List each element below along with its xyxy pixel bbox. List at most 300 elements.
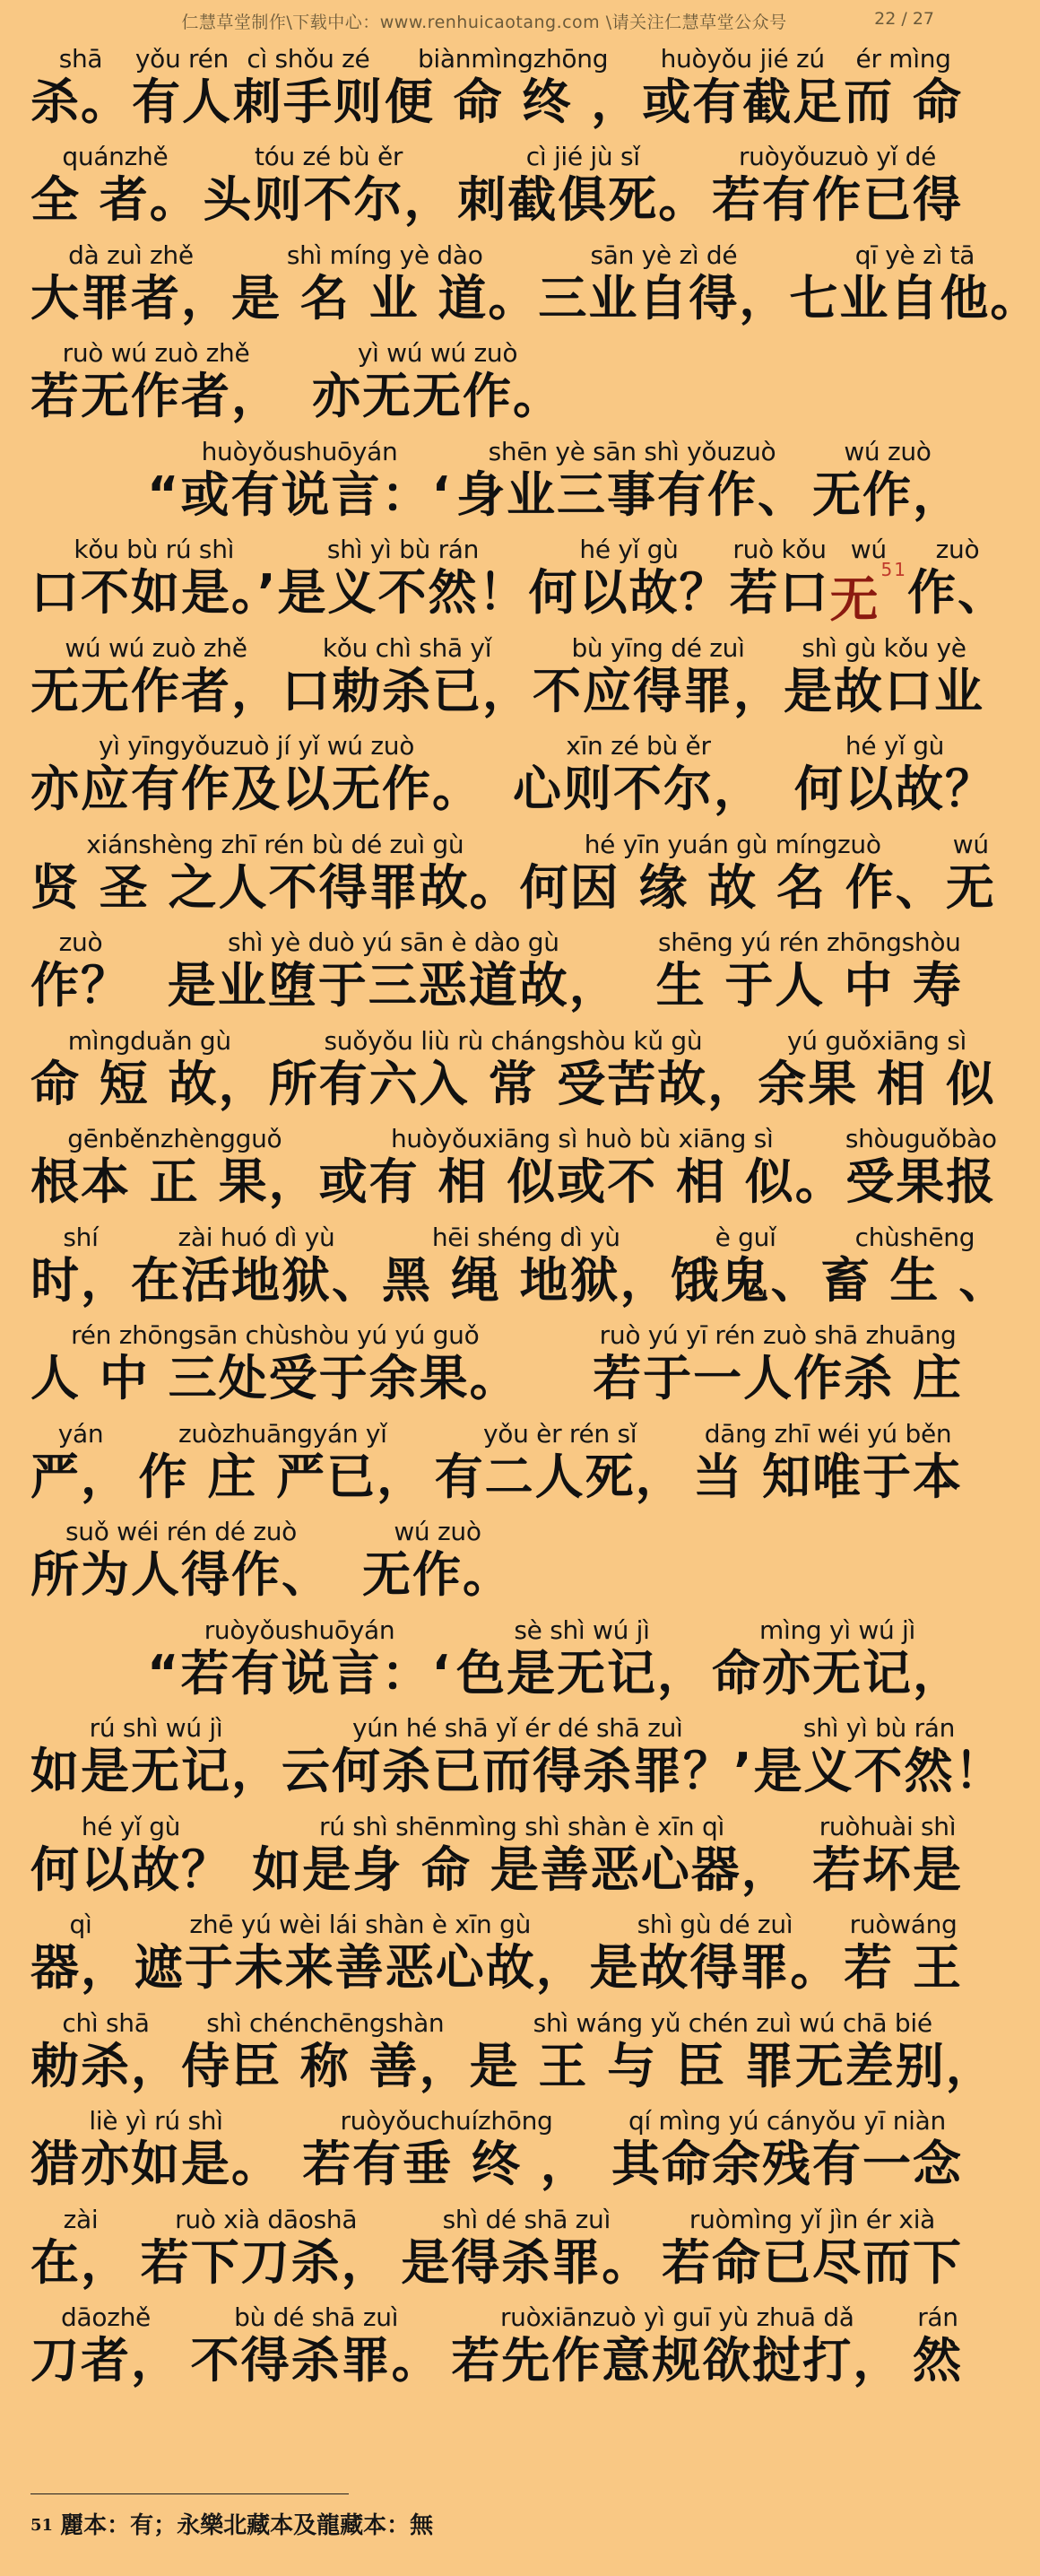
text-line <box>30 918 963 1017</box>
footnote-reference[interactable]: 51 <box>880 559 907 580</box>
chinese-chars: 大罪者， <box>30 269 231 326</box>
pinyin-annotation: ruòyǒushuōyán <box>204 1614 395 1645</box>
pinyin-annotation: shì yì bù rán <box>326 535 480 564</box>
text-line <box>30 427 963 526</box>
chinese-text <box>132 74 232 133</box>
pinyin-annotation: zuò <box>58 927 103 957</box>
ruby-segment <box>589 1910 840 1998</box>
chinese-text <box>312 368 563 427</box>
chinese-text <box>845 1153 996 1213</box>
text-line <box>30 133 963 231</box>
pinyin-annotation: rén zhōngsān chùshòu yú yú guǒ <box>71 1320 480 1350</box>
pinyin-annotation: yì wú wú zuò <box>357 338 518 368</box>
ruby-segment <box>312 339 563 427</box>
pinyin-annotation: zài huó dì yù <box>178 1222 335 1252</box>
pinyin-annotation: zuò <box>935 535 980 564</box>
pinyin-annotation: yǒu èr rén sǐ <box>483 1418 637 1449</box>
chinese-chars: 有二人死， <box>434 1448 686 1505</box>
chinese-text <box>252 1841 792 1901</box>
text-line <box>30 2293 963 2392</box>
ruby-segment <box>30 1518 332 1606</box>
chinese-chars: 若有作已得 <box>711 171 963 228</box>
text-line <box>30 1606 963 1704</box>
ruby-segment <box>913 2303 963 2391</box>
pinyin-annotation: ér mìng <box>855 43 951 74</box>
ruby-segment <box>278 535 529 623</box>
chinese-chars: 是业堕于三恶道故， <box>167 957 620 1014</box>
chinese-chars: 无作。 <box>362 1546 513 1603</box>
chinese-text <box>693 1449 963 1508</box>
chinese-text <box>30 74 131 133</box>
chinese-text <box>533 663 784 722</box>
ruby-segment <box>30 1813 231 1901</box>
chinese-chars: 贤 圣 之人不得罪故。 <box>30 858 520 916</box>
ruby-segment <box>147 1616 452 1704</box>
text-line <box>30 1508 963 1606</box>
chinese-text <box>278 564 529 623</box>
pinyin-annotation: ruòxiānzuò yì guī yù zhuā dǎ <box>499 2302 854 2332</box>
pinyin-annotation: kǒu chì shā yǐ <box>322 632 492 663</box>
chinese-text <box>134 1939 586 1998</box>
text-line <box>30 231 1040 329</box>
chinese-text <box>282 1743 754 1802</box>
chinese-text <box>302 2136 591 2195</box>
chinese-chars: “若有说言：‘ <box>147 1644 453 1701</box>
chinese-text <box>147 466 452 526</box>
chinese-text <box>231 270 538 329</box>
ruby-segment <box>529 535 730 623</box>
ruby-segment <box>693 1420 963 1508</box>
chinese-text <box>401 2234 652 2293</box>
ruby-segment <box>671 1223 821 1311</box>
pinyin-annotation: ruòmìng yǐ jìn ér xià <box>689 2204 936 2234</box>
pinyin-annotation: hé yīn yuán gù míngzuò <box>584 829 881 859</box>
text-line <box>30 623 984 722</box>
chinese-text <box>520 859 946 918</box>
chinese-text <box>30 368 282 427</box>
chinese-chars: 无作， <box>811 466 963 523</box>
pinyin-annotation: chùshēng <box>854 1222 975 1252</box>
chinese-text <box>30 270 231 329</box>
text-line <box>30 1311 963 1410</box>
chinese-text <box>30 1939 131 1998</box>
chinese-text <box>30 1350 520 1409</box>
chinese-text <box>642 74 843 133</box>
ruby-segment <box>30 45 131 133</box>
chinese-text <box>844 1939 963 1998</box>
chinese-text <box>385 74 641 133</box>
pinyin-annotation: bù dé shā zuì <box>234 2302 399 2332</box>
ruby-segment <box>451 2303 903 2391</box>
ruby-segment <box>656 928 963 1016</box>
pinyin-annotation: shì wáng yǔ chén zuì wú chā bié <box>533 2007 932 2038</box>
ruby-segment <box>134 1910 586 1998</box>
chinese-text <box>30 1546 332 1606</box>
ruby-segment <box>30 732 482 820</box>
chinese-chars: 若下刀杀， <box>140 2233 392 2291</box>
text-line <box>30 1115 997 1214</box>
pinyin-annotation: yǒu rén <box>134 43 230 74</box>
chinese-text <box>844 74 963 133</box>
chinese-chars: 饿鬼、 <box>670 1251 821 1309</box>
pinyin-annotation: zài <box>63 2204 99 2234</box>
pinyin-annotation: hé yǐ gù <box>845 731 945 761</box>
chinese-chars: 是义不然！ <box>753 1743 1005 1799</box>
chinese-text <box>456 466 808 526</box>
ruby-segment <box>611 2107 963 2195</box>
chinese-chars: 便 命 终 ， <box>384 73 642 130</box>
chinese-text <box>319 1153 845 1213</box>
chinese-chars: 杀。 <box>30 73 131 130</box>
chinese-text <box>671 1252 821 1311</box>
pinyin-annotation: kǒu bù rú shì <box>74 535 235 564</box>
pinyin-annotation: rú shì wú jì <box>89 1713 223 1743</box>
chinese-text <box>784 663 984 722</box>
page-number: 22 / 27 <box>874 9 934 29</box>
chinese-chars: 时， <box>30 1251 131 1309</box>
ruby-segment <box>131 1223 382 1311</box>
chinese-chars: 器， <box>30 1939 131 1996</box>
chinese-chars: 亦无无作。 <box>312 368 563 424</box>
chinese-text <box>513 761 764 820</box>
chinese-text <box>758 1056 996 1115</box>
chinese-text <box>269 1056 758 1115</box>
ruby-segment <box>204 143 455 231</box>
ruby-segment <box>435 1420 686 1508</box>
ruby-segment <box>456 438 808 526</box>
ruby-segment <box>662 2206 963 2293</box>
chinese-text <box>30 1056 269 1115</box>
pinyin-annotation: wú <box>952 829 989 859</box>
scripture-text <box>30 34 1040 2391</box>
chinese-chars: 若口 <box>729 564 830 621</box>
chinese-text <box>456 1645 707 1704</box>
chinese-text <box>662 2234 963 2293</box>
text-line <box>30 1998 996 2097</box>
ruby-segment <box>30 1910 131 1998</box>
chinese-text <box>712 1645 963 1704</box>
chinese-text <box>181 2038 470 2097</box>
chinese-text <box>30 859 520 918</box>
chinese-chars: 是义不然！ <box>277 564 529 621</box>
pinyin-annotation: rú shì shēnmìng shì shàn è xīn qì <box>319 1811 724 1841</box>
chinese-chars: 云何杀已而得杀罪？’ <box>282 1743 754 1799</box>
pinyin-annotation: shēn yè sān shì yǒuzuò <box>488 436 776 466</box>
ruby-segment <box>794 732 995 820</box>
pinyin-annotation: è guǐ <box>715 1222 776 1252</box>
pinyin-annotation: ruò kǒu <box>732 535 827 564</box>
ruby-segment <box>30 143 200 231</box>
pinyin-annotation: huòyǒushuōyán <box>201 436 398 466</box>
pinyin-annotation: qì <box>69 1910 92 1939</box>
ruby-segment <box>789 241 1040 329</box>
pinyin-annotation: ruòhuài shì <box>819 1811 957 1841</box>
chinese-chars: 严， <box>30 1448 131 1505</box>
pinyin-annotation: qí mìng yú cányǒu yī niàn <box>628 2106 946 2136</box>
pinyin-annotation: dà zuì zhě <box>68 239 194 270</box>
chinese-chars: 勅杀， <box>30 2037 181 2094</box>
chinese-chars: 头则不尔， <box>203 171 455 228</box>
text-line <box>30 2097 963 2196</box>
chinese-chars: 人 中 三处受于余果。 <box>30 1350 520 1406</box>
chinese-text <box>529 564 730 623</box>
chinese-chars: 若有垂 终 ， <box>302 2136 591 2192</box>
chinese-text <box>191 2332 442 2391</box>
pinyin-annotation: shì gù kǒu yè <box>802 632 966 663</box>
ruby-segment <box>538 241 789 329</box>
pinyin-annotation: yì yīngyǒuzuò jí yǐ wú zuò <box>98 731 415 761</box>
ruby-segment <box>457 143 708 231</box>
chinese-chars: 无 <box>829 571 880 628</box>
chinese-chars: 是 名 业 道。 <box>231 269 539 326</box>
chinese-text <box>30 2038 181 2097</box>
pinyin-annotation: chì shā <box>62 2007 150 2038</box>
pinyin-annotation: gēnběnzhèngguǒ <box>67 1124 282 1153</box>
ruby-segment <box>470 2009 996 2097</box>
ruby-segment <box>282 1714 754 1802</box>
ruby-segment <box>593 1321 963 1409</box>
pinyin-annotation: shòuguǒbào <box>845 1124 997 1153</box>
chinese-chars: 无无作者， <box>30 662 282 719</box>
footnote <box>30 2508 433 2544</box>
ruby-segment <box>642 45 843 133</box>
chinese-chars: 七业自他。 <box>789 269 1040 326</box>
chinese-text <box>30 1252 131 1311</box>
chinese-text <box>30 761 482 820</box>
chinese-text <box>30 171 200 231</box>
pinyin-annotation: hé yǐ gù <box>81 1811 181 1841</box>
pinyin-annotation: suǒ wéi rén dé zuò <box>65 1517 298 1546</box>
ruby-segment <box>231 241 538 329</box>
ruby-segment <box>191 2303 442 2391</box>
ruby-segment <box>844 45 963 133</box>
pinyin-annotation: shì dé shā zuì <box>442 2204 611 2234</box>
pinyin-annotation: yán <box>57 1418 104 1449</box>
chinese-text <box>204 171 455 231</box>
text-line <box>30 329 963 428</box>
chinese-text <box>141 2234 392 2293</box>
ruby-segment <box>385 45 641 133</box>
chinese-chars: 刺手则 <box>232 73 384 130</box>
ruby-segment <box>844 1910 963 1998</box>
chinese-chars: 是得杀罪。 <box>401 2233 653 2291</box>
pinyin-annotation: ruòyǒuchuízhōng <box>340 2106 553 2136</box>
chinese-chars: 何以故？ <box>794 761 995 817</box>
ruby-segment <box>30 1223 131 1311</box>
pinyin-annotation: rán <box>917 2302 958 2332</box>
pinyin-annotation: shì chénchēngshàn <box>206 2007 445 2038</box>
chinese-chars: 在， <box>30 2233 131 2291</box>
chinese-chars: 是故得罪。 <box>589 1939 841 1996</box>
chinese-chars: 是故口业 <box>784 662 984 719</box>
text-line <box>30 2195 963 2293</box>
ruby-segment <box>712 1616 963 1704</box>
chinese-text <box>712 171 963 231</box>
pinyin-annotation: hé yǐ gù <box>579 535 679 564</box>
ruby-segment <box>30 2206 131 2293</box>
footnote-text: 麗本：有；永樂北藏本及龍藏本：無 <box>60 2512 434 2539</box>
chinese-chars: 受果报 <box>845 1153 997 1210</box>
ruby-segment <box>30 2107 282 2195</box>
chinese-chars: 命亦无记， <box>711 1644 963 1701</box>
chinese-text <box>656 957 963 1016</box>
chinese-chars: 刺截俱死。 <box>457 171 709 228</box>
pinyin-annotation: wú wú zuò zhě <box>65 632 247 663</box>
ruby-segment <box>30 831 520 918</box>
ruby-segment <box>147 438 452 526</box>
ruby-segment <box>30 535 278 623</box>
chinese-chars: 若 王 <box>844 1939 963 1996</box>
chinese-chars: “或有说言：‘ <box>147 466 453 523</box>
chinese-chars: 若命已尽而下 <box>661 2233 963 2291</box>
chinese-text <box>435 1449 686 1508</box>
chinese-text <box>233 74 384 133</box>
chinese-chars: 全 者。 <box>30 171 200 228</box>
chinese-text <box>730 564 830 623</box>
pinyin-annotation: xīn zé bù ěr <box>566 731 711 761</box>
pinyin-annotation: suǒyǒu liù rù chángshòu kǔ gù <box>324 1025 703 1056</box>
chinese-text <box>362 1546 513 1606</box>
chinese-chars: 其命余残有一念 <box>611 2136 963 2192</box>
chinese-chars: 生 于人 中 寿 <box>655 957 963 1014</box>
text-line <box>30 1704 1005 1803</box>
pinyin-annotation: dāozhě <box>61 2302 151 2332</box>
chinese-chars: 色是无记， <box>456 1644 707 1701</box>
chinese-text <box>593 1350 963 1409</box>
chinese-chars: 根本 正 果， <box>30 1153 319 1210</box>
chinese-chars: 或有 相 似或不 相 似。 <box>318 1153 845 1210</box>
ruby-segment <box>30 928 131 1016</box>
pinyin-annotation: wú zuò <box>394 1517 481 1546</box>
pinyin-annotation: ruò yú yī rén zuò shā zhuāng <box>599 1320 957 1350</box>
chinese-text <box>139 1449 428 1508</box>
chinese-chars: 然 <box>912 2332 963 2389</box>
chinese-chars: 当 知唯于本 <box>693 1448 963 1505</box>
ruby-segment <box>30 634 282 722</box>
chinese-text <box>470 2038 996 2097</box>
text-line <box>30 820 996 918</box>
chinese-text <box>538 270 789 329</box>
chinese-text <box>611 2136 963 2195</box>
pinyin-annotation: bù yīng dé zuì <box>571 632 745 663</box>
pinyin-annotation: ruòyǒuzuò yǐ dé <box>738 142 936 171</box>
chinese-chars: 在活地狱、 <box>131 1251 382 1309</box>
pinyin-annotation: cì jié jù sǐ <box>525 142 640 171</box>
text-line <box>30 526 1008 628</box>
chinese-text <box>168 957 620 1016</box>
chinese-chars: 不应得罪， <box>533 662 784 719</box>
chinese-text <box>451 2332 903 2391</box>
chinese-chars: 作 庄 严已， <box>138 1448 428 1505</box>
pinyin-annotation: liè yì rú shì <box>89 2106 223 2136</box>
text-line <box>30 1802 963 1901</box>
chinese-chars: 有人 <box>131 73 232 130</box>
chinese-text <box>30 564 278 623</box>
chinese-chars: 若无作者， <box>30 368 282 424</box>
pinyin-annotation: yún hé shā yǐ ér dé shā zuì <box>351 1713 683 1743</box>
pinyin-annotation: biànmìngzhōng <box>417 43 609 74</box>
chinese-text <box>30 2332 181 2391</box>
pinyin-annotation: zhē yú wèi lái shàn è xīn gù <box>189 1910 532 1939</box>
ruby-segment <box>30 2009 181 2097</box>
text-line <box>30 1409 963 1508</box>
chinese-chars: 心则不尔， <box>513 761 764 817</box>
text-line <box>30 34 963 133</box>
chinese-chars: 无 <box>945 858 996 916</box>
ruby-segment <box>30 1714 282 1802</box>
chinese-chars: 如是无记， <box>30 1743 282 1799</box>
ruby-segment <box>784 634 984 722</box>
pinyin-annotation: shì yè duò yú sān è dào gù <box>227 927 559 957</box>
pinyin-annotation: sè shì wú jì <box>514 1614 650 1645</box>
pinyin-annotation: dāng zhī wéi yú běn <box>704 1418 952 1449</box>
chinese-text <box>789 270 1040 329</box>
chinese-text <box>829 559 907 628</box>
ruby-segment <box>233 45 384 133</box>
chinese-chars: 口勅杀已， <box>282 662 533 719</box>
text-line <box>30 722 995 821</box>
footnote-divider <box>30 2493 349 2494</box>
pinyin-annotation: cì shǒu zé <box>247 43 370 74</box>
ruby-segment <box>30 2303 181 2391</box>
chinese-chars: 何以故？ <box>528 564 730 621</box>
pinyin-annotation: mìng yì wú jì <box>759 1614 915 1645</box>
chinese-text <box>147 1645 452 1704</box>
ruby-segment <box>845 1125 997 1213</box>
chinese-text <box>282 663 533 722</box>
pinyin-annotation: shí <box>63 1222 99 1252</box>
chinese-text <box>30 2234 131 2293</box>
chinese-chars: 何因 缘 故 名 作、 <box>519 858 946 916</box>
footnote-mark: 51 <box>30 2516 54 2535</box>
ruby-segment <box>30 339 282 427</box>
pinyin-annotation: wú zuò <box>844 436 932 466</box>
chinese-text <box>794 761 995 820</box>
pinyin-annotation: shì míng yè dào <box>286 239 483 270</box>
ruby-segment <box>362 1518 513 1606</box>
chinese-text <box>30 957 131 1016</box>
ruby-segment <box>168 928 620 1016</box>
ruby-segment <box>30 1027 269 1115</box>
chinese-chars: 所为人得作、 <box>30 1546 332 1603</box>
chinese-chars: 余果 相 似 <box>758 1055 996 1112</box>
ruby-segment <box>132 45 232 133</box>
ruby-segment <box>533 634 784 722</box>
pinyin-annotation: tóu zé bù ěr <box>254 142 403 171</box>
ruby-segment <box>30 1321 520 1409</box>
chinese-text <box>946 859 996 918</box>
header-title: 仁慧草堂制作\下载中心：www.renhuicaotang.com \请关注仁慧草堂公众号 <box>181 13 787 32</box>
ruby-segment <box>907 535 1008 623</box>
ruby-segment <box>30 241 231 329</box>
pinyin-annotation: shā <box>58 43 103 74</box>
chinese-text <box>30 1153 319 1213</box>
pinyin-annotation: ruòwáng <box>849 1910 958 1939</box>
chinese-chars: 何以故？ <box>30 1841 231 1898</box>
ruby-segment <box>30 1125 319 1213</box>
ruby-segment <box>269 1027 758 1115</box>
chinese-chars: 猎亦如是。 <box>30 2136 282 2192</box>
chinese-chars: 口不如是。’ <box>30 564 278 621</box>
pinyin-annotation: xiánshèng zhī rén bù dé zuì gù <box>86 829 464 859</box>
chinese-chars: 作、 <box>906 564 1008 621</box>
ruby-segment <box>513 732 764 820</box>
pinyin-annotation: huòyǒu jié zú <box>660 43 825 74</box>
ruby-segment <box>812 1813 963 1901</box>
text-line <box>30 1901 963 1999</box>
ruby-segment <box>141 2206 392 2293</box>
chinese-chars: 若于一人作杀 庄 <box>593 1350 963 1406</box>
